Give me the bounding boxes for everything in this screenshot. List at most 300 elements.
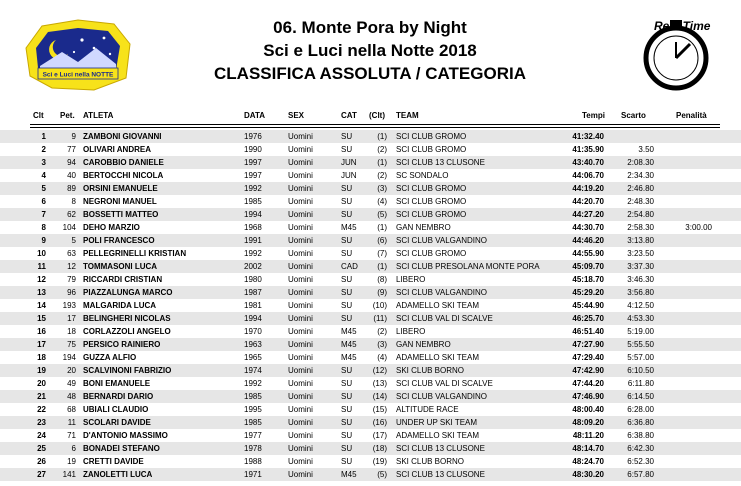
cell-athlete-name: PELLEGRINELLI KRISTIAN	[83, 249, 187, 258]
cell-team: SCI CLUB GROMO	[396, 145, 467, 154]
cell-bib: 11	[67, 418, 76, 427]
cell-birth-year: 1990	[244, 145, 262, 154]
cell-category-rank: (17)	[372, 431, 387, 440]
cell-team: GAN NEMBRO	[396, 340, 451, 349]
cell-bib: 75	[67, 340, 76, 349]
svg-text:Real Time: Real Time	[654, 19, 711, 33]
table-row	[0, 182, 741, 195]
cell-sex: Uomini	[288, 353, 313, 362]
cell-category-rank: (9)	[377, 288, 387, 297]
cell-rank: 6	[41, 197, 46, 206]
cell-athlete-name: BERNARDI DARIO	[83, 392, 154, 401]
cell-category-rank: (3)	[377, 184, 387, 193]
cell-time: 48:30.20	[572, 470, 604, 479]
table-row	[0, 416, 741, 429]
cell-bib: 9	[71, 132, 76, 141]
cell-category: SU	[341, 301, 353, 310]
cell-sex: Uomini	[288, 210, 313, 219]
cell-team: ALTITUDE RACE	[396, 405, 459, 414]
cell-bib: 49	[67, 379, 76, 388]
cell-birth-year: 1963	[244, 340, 262, 349]
cell-bib: 141	[62, 470, 76, 479]
table-row	[0, 273, 741, 286]
cell-team: SC SONDALO	[396, 171, 449, 180]
cell-category: SU	[341, 457, 353, 466]
table-row	[0, 260, 741, 273]
cell-time: 44:27.20	[572, 210, 604, 219]
table-row	[0, 130, 741, 143]
cell-category-rank: (2)	[377, 171, 387, 180]
cell-rank: 27	[37, 470, 46, 479]
cell-birth-year: 1992	[244, 184, 262, 193]
cell-sex: Uomini	[288, 418, 313, 427]
timing-logo	[636, 14, 712, 105]
cell-athlete-name: PERSICO RAINIERO	[83, 340, 161, 349]
col-sex: SEX	[288, 111, 305, 120]
cell-bib: 89	[67, 184, 76, 193]
cell-rank: 5	[41, 184, 46, 193]
cell-team: SCI CLUB GROMO	[396, 249, 467, 258]
table-row	[0, 143, 741, 156]
cell-category: SU	[341, 392, 353, 401]
cell-sex: Uomini	[288, 262, 313, 271]
cell-rank: 18	[37, 353, 46, 362]
cell-time: 48:00.40	[572, 405, 604, 414]
cell-rank: 7	[41, 210, 46, 219]
header-divider	[30, 124, 720, 125]
cell-gap: 3:56.80	[627, 288, 654, 297]
cell-category: SU	[341, 210, 353, 219]
cell-category: SU	[341, 145, 353, 154]
cell-category-rank: (7)	[377, 249, 387, 258]
cell-category-rank: (11)	[373, 314, 387, 323]
cell-birth-year: 2002	[244, 262, 262, 271]
cell-bib: 19	[67, 457, 76, 466]
cell-category-rank: (14)	[372, 392, 387, 401]
cell-rank: 1	[41, 132, 46, 141]
classification-title: CLASSIFICA ASSOLUTA / CATEGORIA	[214, 64, 526, 83]
cell-sex: Uomini	[288, 392, 313, 401]
cell-team: SCI CLUB VALGANDINO	[396, 288, 487, 297]
cell-bib: 71	[67, 431, 76, 440]
cell-time: 48:09.20	[572, 418, 604, 427]
cell-bib: 40	[67, 171, 76, 180]
table-row	[0, 234, 741, 247]
cell-team: SCI CLUB VAL DI SCALVE	[396, 314, 493, 323]
cell-bib: 63	[67, 249, 76, 258]
cell-athlete-name: BOSSETTI MATTEO	[83, 210, 159, 219]
cell-team: SKI CLUB BORNO	[396, 366, 465, 375]
col-tempi: Tempi	[582, 111, 605, 120]
cell-time: 44:46.20	[572, 236, 604, 245]
col-scarto: Scarto	[621, 111, 646, 120]
table-row	[0, 429, 741, 442]
cell-time: 46:51.40	[572, 327, 604, 336]
cell-team: SCI CLUB 13 CLUSONE	[396, 158, 485, 167]
cell-category: SU	[341, 379, 353, 388]
cell-time: 44:19.20	[572, 184, 604, 193]
cell-sex: Uomini	[288, 327, 313, 336]
title-block	[200, 16, 540, 85]
cell-bib: 94	[67, 158, 76, 167]
header-divider	[30, 127, 720, 128]
cell-time: 44:20.70	[572, 197, 604, 206]
cell-category-rank: (5)	[377, 210, 387, 219]
cell-birth-year: 1965	[244, 353, 262, 362]
cell-sex: Uomini	[288, 223, 313, 232]
cell-gap: 3:13.80	[627, 236, 654, 245]
cell-birth-year: 1997	[244, 171, 262, 180]
cell-athlete-name: UBIALI CLAUDIO	[83, 405, 149, 414]
cell-birth-year: 1974	[244, 366, 262, 375]
cell-gap: 2:48.30	[627, 197, 654, 206]
cell-rank: 13	[37, 288, 46, 297]
cell-team: SKI CLUB BORNO	[396, 457, 465, 466]
cell-sex: Uomini	[288, 431, 313, 440]
cell-gap: 5:19.00	[627, 327, 654, 336]
svg-text:Sci e Luci nella NOTTE: Sci e Luci nella NOTTE	[42, 71, 114, 79]
cell-team: SCI CLUB PRESOLANA MONTE PORA	[396, 262, 540, 271]
cell-gap: 3:37.30	[627, 262, 654, 271]
table-row	[0, 468, 741, 481]
cell-athlete-name: BERTOCCHI NICOLA	[83, 171, 164, 180]
cell-rank: 3	[41, 158, 46, 167]
cell-category: JUN	[341, 171, 357, 180]
cell-gap: 6:42.30	[627, 444, 654, 453]
cell-gap: 2:34.30	[627, 171, 654, 180]
cell-athlete-name: BONI EMANUELE	[83, 379, 151, 388]
cell-sex: Uomini	[288, 249, 313, 258]
cell-team: SCI CLUB VALGANDINO	[396, 236, 487, 245]
cell-time: 41:35.90	[572, 145, 604, 154]
cell-category-rank: (5)	[377, 470, 387, 479]
cell-sex: Uomini	[288, 314, 313, 323]
cell-time: 44:06.70	[572, 171, 604, 180]
cell-athlete-name: CORLAZZOLI ANGELO	[83, 327, 171, 336]
cell-time: 47:29.40	[572, 353, 604, 362]
cell-sex: Uomini	[288, 405, 313, 414]
cell-category: SU	[341, 249, 353, 258]
cell-category-rank: (1)	[377, 132, 387, 141]
cell-gap: 6:52.30	[627, 457, 654, 466]
cell-sex: Uomini	[288, 171, 313, 180]
cell-athlete-name: SCOLARI DAVIDE	[83, 418, 151, 427]
cell-category-rank: (4)	[377, 197, 387, 206]
cell-team: LIBERO	[396, 327, 426, 336]
table-row	[0, 247, 741, 260]
col-pet: Pet.	[60, 111, 75, 120]
cell-athlete-name: GUZZA ALFIO	[83, 353, 137, 362]
results-table	[0, 130, 741, 481]
cell-team: ADAMELLO SKI TEAM	[396, 353, 479, 362]
cell-bib: 5	[71, 236, 76, 245]
cell-rank: 15	[37, 314, 46, 323]
cell-time: 45:44.90	[572, 301, 604, 310]
cell-category: M45	[341, 340, 357, 349]
table-row	[0, 325, 741, 338]
cell-sex: Uomini	[288, 470, 313, 479]
cell-gap: 3:23.50	[627, 249, 654, 258]
table-row	[0, 351, 741, 364]
cell-category-rank: (2)	[377, 145, 387, 154]
cell-category: SU	[341, 275, 353, 284]
cell-birth-year: 1976	[244, 132, 262, 141]
cell-birth-year: 1985	[244, 418, 262, 427]
table-header	[0, 111, 741, 123]
cell-team: SCI CLUB 13 CLUSONE	[396, 470, 485, 479]
cell-sex: Uomini	[288, 301, 313, 310]
col-atleta: ATLETA	[83, 111, 114, 120]
cell-team: SCI CLUB GROMO	[396, 210, 467, 219]
cell-athlete-name: NEGRONI MANUEL	[83, 197, 157, 206]
cell-category: SU	[341, 418, 353, 427]
cell-sex: Uomini	[288, 158, 313, 167]
event-logo	[22, 18, 134, 97]
cell-rank: 20	[37, 379, 46, 388]
cell-bib: 20	[67, 366, 76, 375]
cell-category: SU	[341, 314, 353, 323]
cell-team: SCI CLUB VALGANDINO	[396, 392, 487, 401]
cell-category: SU	[341, 431, 353, 440]
cell-gap: 2:54.80	[627, 210, 654, 219]
cell-bib: 18	[67, 327, 76, 336]
cell-athlete-name: DEHO MARZIO	[83, 223, 140, 232]
cell-athlete-name: ZANOLETTI LUCA	[83, 470, 153, 479]
cell-rank: 11	[37, 262, 46, 271]
cell-category: M45	[341, 470, 357, 479]
table-row	[0, 403, 741, 416]
cell-rank: 4	[41, 171, 46, 180]
cell-athlete-name: MALGARIDA LUCA	[83, 301, 157, 310]
cell-team: SCI CLUB VAL DI SCALVE	[396, 379, 493, 388]
cell-rank: 19	[37, 366, 46, 375]
cell-birth-year: 1988	[244, 457, 262, 466]
col-cat-rank: (Clt)	[369, 111, 385, 120]
cell-category: SU	[341, 132, 353, 141]
cell-time: 48:24.70	[572, 457, 604, 466]
page-title: 06. Monte Pora by Night	[273, 18, 467, 37]
cell-athlete-name: ZAMBONI GIOVANNI	[83, 132, 162, 141]
table-row	[0, 208, 741, 221]
cell-gap: 6:11.80	[627, 379, 654, 388]
cell-category-rank: (3)	[377, 340, 387, 349]
cell-gap: 6:57.80	[627, 470, 654, 479]
cell-birth-year: 1977	[244, 431, 262, 440]
cell-category: M45	[341, 327, 357, 336]
cell-category-rank: (10)	[372, 301, 387, 310]
table-row	[0, 364, 741, 377]
cell-category-rank: (19)	[372, 457, 387, 466]
cell-category: SU	[341, 288, 353, 297]
cell-gap: 5:57.00	[627, 353, 654, 362]
table-row	[0, 390, 741, 403]
table-row	[0, 299, 741, 312]
cell-bib: 79	[67, 275, 76, 284]
cell-bib: 62	[67, 210, 76, 219]
cell-category: SU	[341, 197, 353, 206]
cell-sex: Uomini	[288, 444, 313, 453]
cell-gap: 6:28.00	[627, 405, 654, 414]
cell-category: SU	[341, 236, 353, 245]
table-row	[0, 286, 741, 299]
cell-gap: 2:08.30	[627, 158, 654, 167]
col-clt: Clt	[33, 111, 44, 120]
cell-category-rank: (6)	[377, 236, 387, 245]
cell-birth-year: 1987	[244, 288, 262, 297]
cell-category: SU	[341, 405, 353, 414]
cell-athlete-name: BELINGHERI NICOLAS	[83, 314, 171, 323]
cell-gap: 6:14.50	[627, 392, 654, 401]
col-data: DATA	[244, 111, 266, 120]
cell-rank: 10	[37, 249, 46, 258]
cell-athlete-name: CRETTI DAVIDE	[83, 457, 144, 466]
cell-gap: 3.50	[638, 145, 654, 154]
cell-category-rank: (8)	[377, 275, 387, 284]
cell-gap: 2:58.30	[627, 223, 654, 232]
cell-time: 47:44.20	[572, 379, 604, 388]
cell-team: SCI CLUB GROMO	[396, 197, 467, 206]
cell-athlete-name: TOMMASONI LUCA	[83, 262, 158, 271]
cell-rank: 21	[37, 392, 46, 401]
cell-gap: 4:53.30	[627, 314, 654, 323]
cell-sex: Uomini	[288, 457, 313, 466]
table-row	[0, 442, 741, 455]
cell-time: 46:25.70	[572, 314, 604, 323]
cell-athlete-name: POLI FRANCESCO	[83, 236, 155, 245]
cell-birth-year: 1968	[244, 223, 262, 232]
cell-category-rank: (1)	[377, 223, 387, 232]
cell-time: 45:09.70	[572, 262, 604, 271]
cell-birth-year: 1971	[244, 470, 262, 479]
cell-team: SCI CLUB GROMO	[396, 132, 467, 141]
cell-bib: 96	[67, 288, 76, 297]
table-row	[0, 455, 741, 468]
table-row	[0, 156, 741, 169]
cell-category-rank: (4)	[377, 353, 387, 362]
cell-birth-year: 1994	[244, 210, 262, 219]
cell-birth-year: 1985	[244, 197, 262, 206]
cell-sex: Uomini	[288, 340, 313, 349]
cell-bib: 68	[67, 405, 76, 414]
cell-team: SCI CLUB GROMO	[396, 184, 467, 193]
cell-time: 47:27.90	[572, 340, 604, 349]
cell-birth-year: 1970	[244, 327, 262, 336]
cell-time: 41:32.40	[572, 132, 604, 141]
cell-team: LIBERO	[396, 275, 426, 284]
cell-time: 44:55.90	[572, 249, 604, 258]
cell-birth-year: 1994	[244, 314, 262, 323]
cell-gap: 4:12.50	[627, 301, 654, 310]
cell-birth-year: 1985	[244, 392, 262, 401]
cell-sex: Uomini	[288, 145, 313, 154]
cell-gap: 6:38.80	[627, 431, 654, 440]
cell-rank: 17	[37, 340, 46, 349]
cell-bib: 8	[71, 197, 76, 206]
table-row	[0, 169, 741, 182]
cell-category-rank: (2)	[377, 327, 387, 336]
table-row	[0, 221, 741, 234]
cell-category: M45	[341, 353, 357, 362]
table-row	[0, 195, 741, 208]
header	[0, 0, 741, 118]
cell-gap: 5:55.50	[627, 340, 654, 349]
cell-category-rank: (1)	[377, 158, 387, 167]
col-cat: CAT	[341, 111, 357, 120]
cell-athlete-name: D'ANTONIO MASSIMO	[83, 431, 168, 440]
cell-category-rank: (1)	[377, 262, 387, 271]
cell-category: SU	[341, 444, 353, 453]
cell-category: CAD	[341, 262, 358, 271]
cell-category: JUN	[341, 158, 357, 167]
cell-bib: 48	[67, 392, 76, 401]
cell-athlete-name: OLIVARI ANDREA	[83, 145, 151, 154]
table-row	[0, 338, 741, 351]
cell-time: 47:46.90	[572, 392, 604, 401]
cell-team: UNDER UP SKI TEAM	[396, 418, 478, 427]
cell-team: GAN NEMBRO	[396, 223, 451, 232]
cell-time: 44:30.70	[572, 223, 604, 232]
cell-bib: 12	[67, 262, 76, 271]
cell-athlete-name: PIAZZALUNGA MARCO	[83, 288, 173, 297]
cell-time: 47:42.90	[572, 366, 604, 375]
cell-rank: 16	[37, 327, 46, 336]
cell-sex: Uomini	[288, 132, 313, 141]
cell-rank: 25	[37, 444, 46, 453]
cell-birth-year: 1981	[244, 301, 262, 310]
table-row	[0, 377, 741, 390]
cell-sex: Uomini	[288, 184, 313, 193]
cell-athlete-name: CAROBBIO DANIELE	[83, 158, 164, 167]
cell-time: 48:11.20	[572, 431, 604, 440]
col-team: TEAM	[396, 111, 419, 120]
cell-time: 45:29.20	[572, 288, 604, 297]
cell-penalty: 3:00.00	[685, 223, 712, 232]
cell-gap: 6:10.50	[627, 366, 654, 375]
cell-category: SU	[341, 366, 353, 375]
cell-gap: 6:36.80	[627, 418, 654, 427]
cell-birth-year: 1992	[244, 379, 262, 388]
table-row	[0, 312, 741, 325]
cell-birth-year: 1995	[244, 405, 262, 414]
cell-birth-year: 1978	[244, 444, 262, 453]
cell-bib: 104	[62, 223, 76, 232]
cell-birth-year: 1997	[244, 158, 262, 167]
cell-bib: 6	[71, 444, 76, 453]
cell-category-rank: (16)	[372, 418, 387, 427]
cell-category-rank: (15)	[372, 405, 387, 414]
cell-bib: 193	[62, 301, 76, 310]
cell-rank: 23	[37, 418, 46, 427]
cell-rank: 24	[37, 431, 46, 440]
cell-category-rank: (18)	[372, 444, 387, 453]
cell-gap: 2:46.80	[627, 184, 654, 193]
cell-category-rank: (13)	[372, 379, 387, 388]
cell-bib: 194	[62, 353, 76, 362]
page-subtitle: Sci e Luci nella Notte 2018	[263, 41, 477, 60]
cell-sex: Uomini	[288, 275, 313, 284]
cell-sex: Uomini	[288, 379, 313, 388]
cell-team: ADAMELLO SKI TEAM	[396, 301, 479, 310]
cell-time: 43:40.70	[572, 158, 604, 167]
cell-gap: 3:46.30	[627, 275, 654, 284]
cell-rank: 8	[41, 223, 46, 232]
cell-birth-year: 1980	[244, 275, 262, 284]
cell-athlete-name: BONADEI STEFANO	[83, 444, 160, 453]
cell-time: 45:18.70	[572, 275, 604, 284]
cell-category: SU	[341, 184, 353, 193]
cell-category: M45	[341, 223, 357, 232]
cell-birth-year: 1991	[244, 236, 262, 245]
